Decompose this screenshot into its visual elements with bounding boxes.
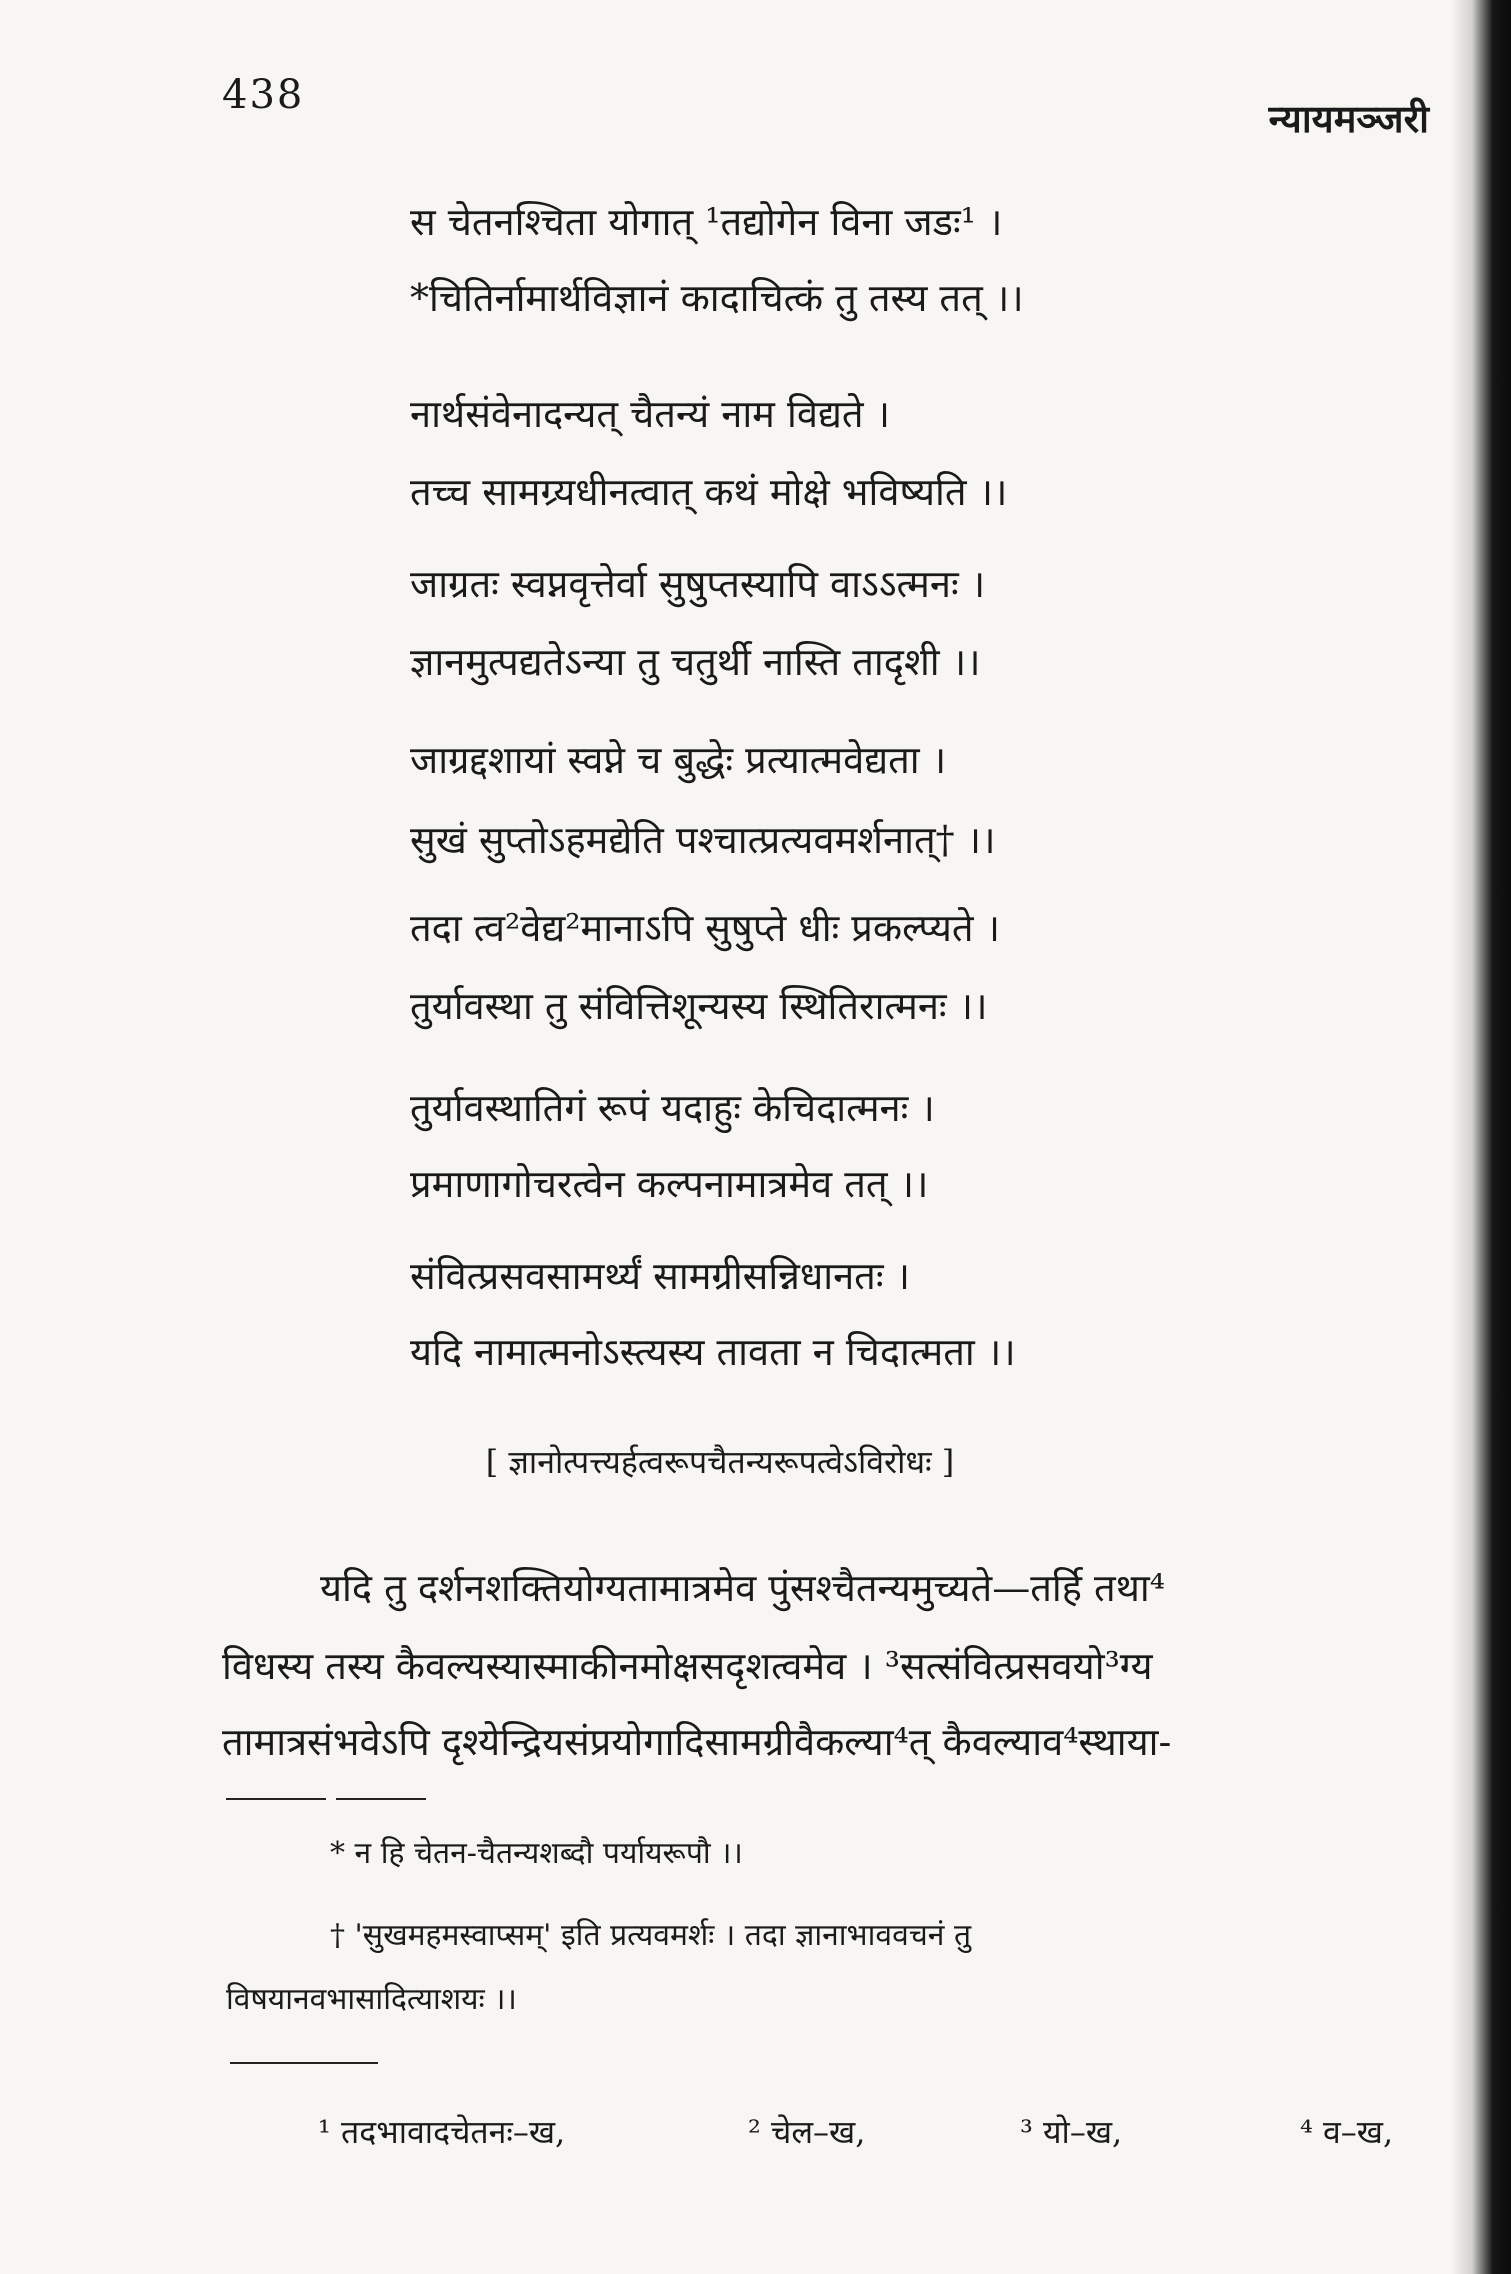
running-head: न्यायमञ्जरी bbox=[1268, 96, 1429, 141]
footnote: † 'सुखमहमस्वाप्सम्' इति प्रत्यवमर्शः । तदा ज्ञानाभाववचनं तु bbox=[330, 1918, 972, 1953]
verse-line: यदि नामात्मनोऽस्त्यस्य तावता न चिदात्मता ।। bbox=[410, 1330, 1016, 1374]
prose-line: विधस्य तस्य कैवल्यस्यास्माकीनमोक्षसदृशत्वमेव । ³सत्संवित्प्रसवयो³ग्य bbox=[222, 1644, 1153, 1688]
verse-line: जाग्रद्दशायां स्वप्ने च बुद्धेः प्रत्यात्मवेद्यता । bbox=[410, 738, 947, 782]
variant-reading: ⁴ व–ख, bbox=[1300, 2113, 1394, 2151]
footnote-rule bbox=[336, 1798, 426, 1800]
verse-line: स चेतनश्चिता योगात् ¹तद्योगेन विना जडः¹ । bbox=[410, 200, 1003, 244]
footnote: विषयानवभासादित्याशयः ।। bbox=[226, 1982, 517, 2017]
verse-line: तुर्यावस्था तु संवित्तिशून्यस्य स्थितिरात्मनः ।। bbox=[410, 984, 988, 1028]
page-number: 438 bbox=[222, 72, 305, 118]
footnote-rule bbox=[226, 1798, 326, 1800]
verse-line: संवित्प्रसवसामर्थ्यं सामग्रीसन्निधानतः । bbox=[410, 1254, 910, 1298]
verse-line: तुर्यावस्थातिगं रूपं यदाहुः केचिदात्मनः । bbox=[410, 1086, 935, 1130]
section-heading: [ ज्ञानोत्पत्त्यर्हत्वरूपचैतन्यरूपत्वेऽविरोधः ] bbox=[485, 1443, 955, 1481]
prose-line: यदि तु दर्शनशक्तियोग्यतामात्रमेव पुंसश्चैतन्यमुच्यते—तर्हि तथा⁴ bbox=[320, 1566, 1165, 1610]
verse-line: जाग्रतः स्वप्नवृत्तेर्वा सुषुप्तस्यापि वाऽऽत्मनः । bbox=[410, 562, 986, 606]
prose-line: तामात्रसंभवेऽपि दृश्येन्द्रियसंप्रयोगादिसामग्रीवैकल्या⁴त् कैवल्याव⁴स्थाया- bbox=[222, 1720, 1172, 1764]
verse-line: *चितिर्नामार्थविज्ञानं कादाचित्कं तु तस्य तत् ।। bbox=[410, 276, 1024, 320]
variant-reading: ³ यो–ख, bbox=[1020, 2113, 1123, 2151]
verse-line: तच्च सामग्र्यधीनत्वात् कथं मोक्षे भविष्यति ।। bbox=[410, 470, 1008, 514]
footnote: * न हि चेतन-चैतन्यशब्दौ पर्यायरूपौ ।। bbox=[330, 1836, 743, 1871]
variants-rule bbox=[230, 2062, 378, 2064]
variant-readings bbox=[0, 2110, 1511, 2160]
variant-reading: ¹ तदभावादचेतनः–ख, bbox=[318, 2113, 566, 2151]
page-binding-edge bbox=[1451, 0, 1511, 2274]
verse-line: तदा त्व²वेद्य²मानाऽपि सुषुप्ते धीः प्रकल्प्यते । bbox=[410, 906, 1001, 950]
verse-line: सुखं सुप्तोऽहमद्येति पश्चात्प्रत्यवमर्शनात्† ।। bbox=[410, 818, 996, 862]
variant-reading: ² चेल–ख, bbox=[748, 2113, 866, 2151]
verse-line: नार्थसंवेनादन्यत् चैतन्यं नाम विद्यते । bbox=[410, 392, 891, 436]
verse-line: ज्ञानमुत्पद्यतेऽन्या तु चतुर्थी नास्ति तादृशी ।। bbox=[410, 640, 981, 684]
verse-line: प्रमाणागोचरत्वेन कल्पनामात्रमेव तत् ।। bbox=[410, 1162, 929, 1206]
